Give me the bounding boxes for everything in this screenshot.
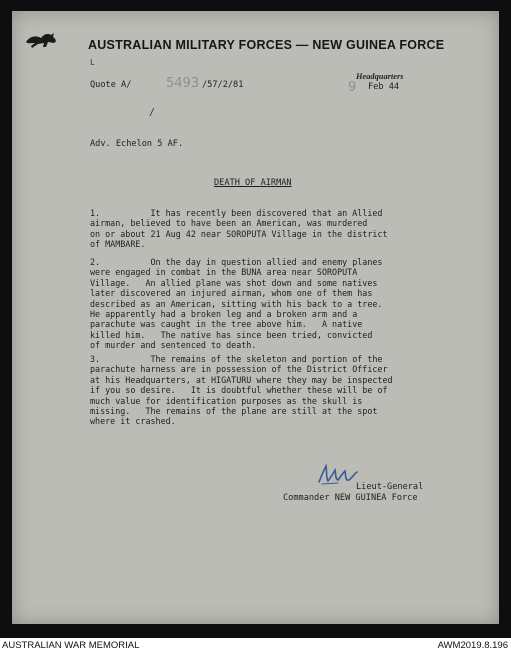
- footer-bar: [0, 638, 511, 653]
- paragraph-1: 1. It has recently been discovered that an Allied airman, believed to have been an American, was murdered on or about 21 Aug 42 near SOROPUTA Village in the district of MAMBARE.: [90, 208, 388, 250]
- footer-accession-number: AWM2019.8.196: [437, 640, 508, 651]
- date-day-handwritten: 9: [348, 80, 357, 95]
- paragraph-3: 3. The remains of the skeleton and portion of the parachute harness are in possession of the District Officer at his Headquarters, at HIGATURU where they may be inspected if you so desire. It is doubtful whether these will be of much value for identification purposes as the skull is missing. The remains of the plane are still at the spot where it crashed.: [90, 354, 393, 427]
- page-marker: L: [90, 58, 95, 67]
- document-title: DEATH OF AIRMAN: [214, 178, 292, 188]
- quote-number-handwritten: 5493: [166, 76, 200, 91]
- stray-mark: /: [149, 107, 156, 118]
- footer-institution: AUSTRALIAN WAR MEMORIAL: [2, 640, 140, 651]
- document-date: Feb 44: [368, 82, 400, 92]
- addressee: Adv. Echelon 5 AF.: [90, 139, 184, 149]
- quote-suffix: /57/2/81: [202, 80, 244, 90]
- signature: [316, 462, 360, 488]
- kangaroo-crest-icon: [24, 30, 58, 50]
- signature-rank: Lieut-General: [356, 482, 424, 492]
- letterhead: AUSTRALIAN MILITARY FORCES — NEW GUINEA FORCE: [88, 38, 445, 52]
- paragraph-2: 2. On the day in question allied and enemy planes were engaged in combat in the BUNA area near SOROPUTA Village. An allied plane was shot down and some natives later discovered an injured airman, whom one of them has described as an American, sitting with his back to a tree. He apparently had a broken leg and a broken arm and a parachute was caught in the tree above him. A native killed him. The native has since been tried, convicted of murder and sentenced to death.: [90, 257, 383, 351]
- signature-title: Commander NEW GUINEA Force: [283, 493, 418, 503]
- quote-prefix: Quote A/: [90, 80, 132, 90]
- headquarters-label: Headquarters: [356, 72, 404, 81]
